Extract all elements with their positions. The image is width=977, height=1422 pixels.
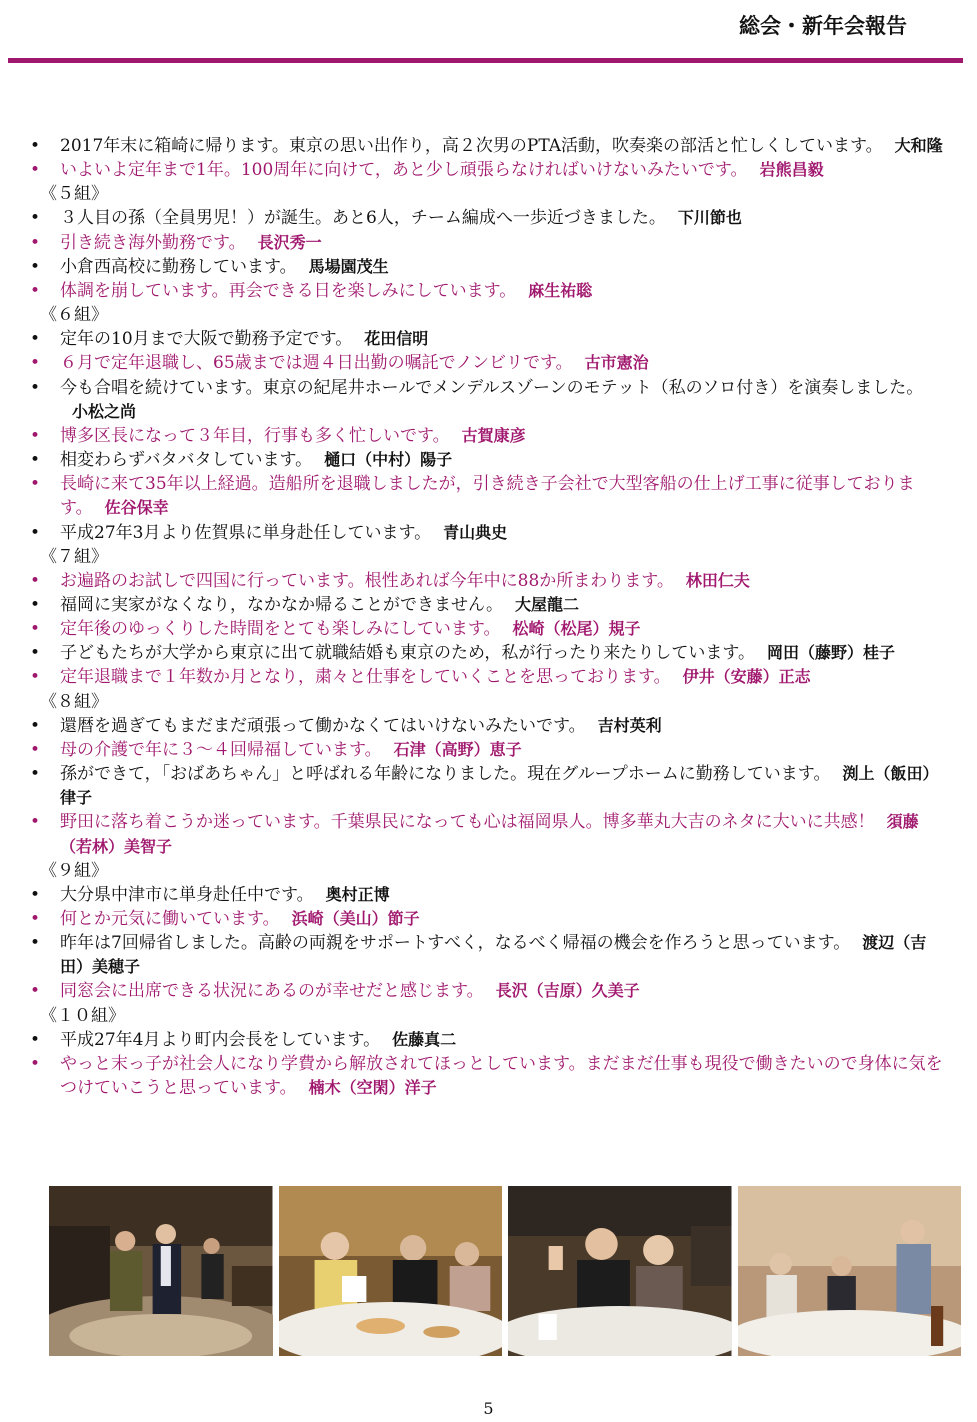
message-text: 2017年末に箱崎に帰ります。東京の思い出作り，高２次男のPTA活動，吹奏楽の部活と忙しくしています。	[60, 136, 883, 156]
group-heading: 《８組》	[40, 691, 108, 712]
message-item	[30, 931, 945, 979]
message-text: 小倉西高校に勤務しています。	[60, 256, 297, 277]
message-item	[30, 351, 945, 375]
bullet-icon: •	[30, 450, 41, 471]
message-item	[30, 521, 945, 545]
author-name: 長沢（吉原）久美子	[495, 981, 640, 1001]
photo-table-couple-image	[508, 1186, 732, 1356]
message-text: 平成27年3月より佐賀県に単身赴任しています。	[60, 522, 432, 543]
author-name: 楠木（空閑）洋子	[308, 1078, 437, 1098]
message-item	[30, 617, 945, 641]
bullet-icon: •	[30, 425, 41, 446]
message-item	[30, 1052, 945, 1100]
message-item	[30, 255, 945, 279]
message-text: 母の介護で年に３～４回帰福しています。	[60, 739, 382, 760]
photo-lobby-guests-image	[49, 1186, 273, 1356]
photo-hall-group-image	[738, 1186, 962, 1356]
message-text: 何とか元気に働いています。	[60, 909, 280, 929]
header-divider	[8, 58, 963, 63]
message-item	[30, 979, 945, 1003]
bullet-icon: •	[30, 1029, 41, 1050]
message-item	[30, 1028, 945, 1052]
photo-hall-group	[738, 1186, 962, 1356]
author-name: 小松之尚	[72, 401, 137, 421]
author-name: 岩熊昌毅	[759, 160, 824, 180]
message-text: 福岡に実家がなくなり，なかなか帰ることができません。	[60, 594, 504, 615]
message-item	[30, 158, 945, 182]
author-name: 佐谷保幸	[104, 498, 169, 518]
message-text: やっと末っ子が社会人になり学費から解放されてほっとしています。まだまだ仕事も現役で働きたいので身体に気をつけていこうと思っています。	[60, 1053, 943, 1099]
author-name: 岡田（藤野）桂子	[766, 643, 895, 663]
author-name: 須藤（若林）美智子	[60, 812, 919, 856]
message-text: 体調を崩しています。再会できる日を楽しみにしています。	[60, 280, 517, 301]
bullet-icon: •	[30, 570, 41, 591]
message-text: ６月で定年退職し、65歳までは週４日出勤の嘱託でノンビリです。	[60, 353, 573, 374]
author-name: 吉村英利	[597, 715, 662, 735]
message-text: 還暦を過ぎてもまだまだ頑張って働かなくてはいけないみたいです。	[60, 715, 586, 736]
bullet-icon: •	[30, 909, 41, 929]
bullet-icon: •	[30, 812, 41, 833]
message-item	[30, 472, 945, 520]
bullet-icon: •	[30, 522, 41, 543]
author-name: 奥村正博	[325, 884, 390, 904]
message-item	[30, 665, 945, 689]
page-number: 5	[483, 1399, 494, 1418]
message-item	[30, 907, 945, 931]
bullet-icon: •	[30, 208, 41, 229]
author-name: 樋口（中村）陽子	[324, 450, 453, 470]
bullet-icon: •	[30, 377, 41, 398]
message-item	[30, 231, 945, 255]
author-name: 松崎（松尾）規子	[512, 619, 641, 639]
bullet-icon: •	[30, 667, 41, 688]
group-heading: 《９組》	[40, 860, 108, 881]
message-text: 平成27年4月より町内会長をしています。	[60, 1029, 381, 1050]
bullet-icon: •	[30, 715, 41, 736]
photo-lobby-guests	[49, 1186, 273, 1356]
author-name: 佐藤真二	[392, 1029, 457, 1049]
photo-table-women	[279, 1186, 503, 1356]
author-name: 渕上（飯田）律子	[60, 764, 939, 808]
message-text: 同窓会に出席できる状況にあるのが幸せだと感じます。	[60, 981, 484, 1002]
bullet-icon: •	[30, 981, 41, 1002]
bullet-icon: •	[30, 232, 41, 253]
bullet-icon: •	[30, 329, 41, 350]
author-name: 林田仁夫	[685, 570, 750, 590]
author-name: 古市憲治	[584, 353, 649, 373]
author-name: 大和隆	[894, 136, 943, 155]
message-item	[30, 206, 945, 230]
message-text: 博多区長になって３年目，行事も多く忙しいです。	[60, 425, 450, 446]
bullet-icon: •	[30, 594, 41, 615]
bullet-icon: •	[30, 764, 41, 785]
photo-table-couple	[508, 1186, 732, 1356]
author-name: 馬場園茂生	[308, 256, 389, 276]
author-name: 麻生祐聡	[528, 280, 593, 300]
message-item	[30, 279, 945, 303]
bullet-icon: •	[30, 619, 41, 640]
message-item	[30, 738, 945, 762]
message-item	[30, 714, 945, 738]
message-text: ３人目の孫（全員男児！）が誕生。あと6人，チーム編成へ一歩近づきました。	[60, 208, 666, 229]
bullet-icon: •	[30, 256, 41, 277]
section-title: 総会・新年会報告	[739, 14, 907, 38]
author-name: 花田信明	[364, 329, 429, 349]
bullet-icon: •	[30, 160, 41, 181]
author-name: 古賀康彦	[461, 425, 526, 445]
author-name: 下川節也	[677, 208, 742, 228]
message-item	[30, 641, 945, 665]
message-item	[30, 448, 945, 472]
message-item	[30, 569, 945, 593]
message-item	[30, 134, 945, 158]
message-list	[30, 134, 945, 1100]
message-text: 定年の10月まで大阪で勤務予定です。	[60, 329, 353, 350]
author-name: 石津（高野）恵子	[393, 739, 522, 759]
message-text: 昨年は7回帰省しました。高齢の両親をサポートすべく，なるべく帰福の機会を作ろうと思っています。	[60, 933, 851, 954]
message-text: いよいよ定年まで1年。100周年に向けて，あと少し頑張らなければいけないみたいです。	[60, 160, 748, 181]
message-item	[30, 762, 945, 810]
message-item	[30, 376, 945, 424]
message-text: 定年退職まで１年数か月となり，粛々と仕事をしていくことを思っております。	[60, 667, 671, 688]
message-item	[30, 883, 945, 907]
bullet-icon: •	[30, 280, 41, 301]
message-item	[30, 327, 945, 351]
author-name: 大屋龍二	[515, 594, 580, 614]
message-text: 長崎に来て35年以上経過。造船所を退職しましたが，引き続き子会社で大型客船の仕上げ工事に従事しております。	[60, 474, 915, 519]
author-name: 長沢秀一	[257, 232, 322, 252]
photo-strip	[49, 1186, 961, 1356]
bullet-icon: •	[30, 884, 41, 905]
message-text: 孫ができて，「おばあちゃん」と呼ばれる年齢になりました。現在グループホームに勤務しています。	[60, 764, 831, 785]
group-heading: 《７組》	[40, 546, 108, 567]
group-heading: 《６組》	[40, 305, 108, 326]
bullet-icon: •	[30, 643, 41, 664]
bullet-icon: •	[30, 474, 41, 495]
message-item	[30, 810, 945, 858]
author-name: 浜崎（美山）節子	[291, 909, 420, 928]
author-name: 渡辺（吉田）美穂子	[60, 933, 927, 977]
message-text: 相変わらずバタバタしています。	[60, 450, 313, 471]
photo-table-women-image	[279, 1186, 503, 1356]
message-text: 引き続き海外勤務です。	[60, 232, 246, 253]
group-heading: 《５組》	[40, 184, 108, 205]
message-text: 子どもたちが大学から東京に出て就職結婚も東京のため，私が行ったり来たりしています。	[60, 643, 755, 664]
bullet-icon: •	[30, 353, 41, 374]
bullet-icon: •	[30, 739, 41, 760]
message-item	[30, 424, 945, 448]
message-text: 野田に落ち着こうか迷っています。千葉県民になっても心は福岡県人。博多華丸大吉のネタに大いに共感！	[60, 812, 875, 833]
author-name: 青山典史	[443, 522, 508, 542]
group-heading: 《１０組》	[40, 1005, 125, 1026]
bullet-icon: •	[30, 933, 41, 954]
message-text: 今も合唱を続けています。東京の紀尾井ホールでメンデルスゾーンのモテット（私のソロ付き）を演奏しました。	[60, 377, 924, 398]
bullet-icon: •	[30, 136, 41, 156]
bullet-icon: •	[30, 1053, 41, 1074]
message-item	[30, 593, 945, 617]
message-text: お遍路のお試しで四国に行っています。根性あれば今年中に88か所まわります。	[60, 570, 674, 591]
author-name: 伊井（安藤）正志	[682, 667, 811, 687]
message-text: 定年後のゆっくりした時間をとても楽しみにしています。	[60, 619, 501, 640]
message-text: 大分県中津市に単身赴任中です。	[60, 884, 314, 905]
